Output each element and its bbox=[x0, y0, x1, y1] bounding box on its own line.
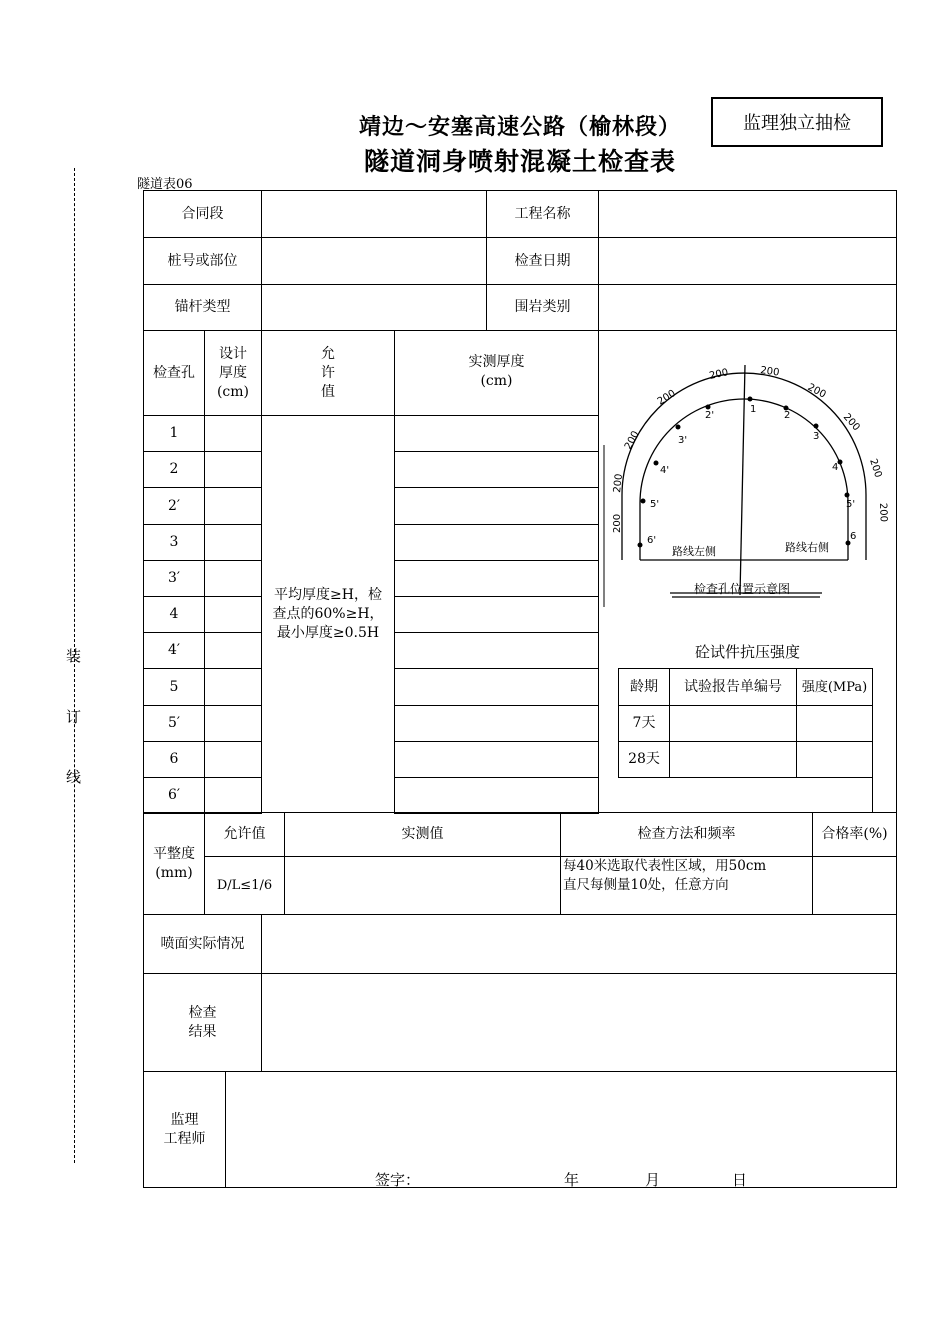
strength-header: 强度(MPa) bbox=[796, 668, 873, 706]
measured-thickness-cell[interactable] bbox=[394, 415, 599, 452]
dim-label: 200 bbox=[708, 367, 730, 382]
hole-point bbox=[706, 405, 711, 410]
binding-char: 订 bbox=[66, 708, 82, 726]
allow-line: 最小厚度≥0.5H bbox=[276, 624, 380, 641]
hole-point bbox=[641, 499, 646, 504]
measured-thickness-cell[interactable] bbox=[394, 451, 599, 488]
binding-char: 线 bbox=[66, 768, 82, 786]
allow-line: 查点的60%≥H， bbox=[272, 605, 384, 622]
point-label: 4' bbox=[660, 465, 670, 476]
bolt-field[interactable] bbox=[261, 284, 487, 331]
form-number: 隧道表06 bbox=[137, 177, 193, 192]
page-title: 隧道洞身喷射混凝土检查表 bbox=[363, 147, 676, 176]
point-label: 5' bbox=[650, 499, 660, 510]
hole-number: 4 bbox=[143, 596, 205, 633]
allow-line: 平均厚度≥H，检 bbox=[274, 586, 382, 603]
bolt-label: 锚杆类型 bbox=[143, 284, 262, 331]
project-label: 工程名称 bbox=[486, 190, 599, 238]
design-thickness-cell[interactable] bbox=[204, 668, 262, 706]
age-cell: 7天 bbox=[618, 705, 670, 742]
point-label: 6' bbox=[647, 535, 657, 546]
design-thickness-cell[interactable] bbox=[204, 415, 262, 452]
design-thickness-header bbox=[204, 330, 262, 416]
surface-field[interactable] bbox=[261, 914, 897, 974]
point-label: 3' bbox=[678, 435, 688, 446]
allow-header-line: 许 bbox=[321, 364, 335, 381]
flatness-measured-header: 实测值 bbox=[284, 812, 561, 857]
design-thickness-cell[interactable] bbox=[204, 741, 262, 778]
flatness-method-header: 检查方法和频率 bbox=[560, 812, 813, 857]
hole-point bbox=[845, 493, 850, 498]
design-header-line: 设计 bbox=[219, 345, 247, 362]
hole-point bbox=[814, 424, 819, 429]
flatness-label-line: 平整度 bbox=[153, 845, 195, 862]
design-thickness-cell[interactable] bbox=[204, 596, 262, 633]
dim-label: 200 bbox=[805, 381, 828, 401]
date-label: 检查日期 bbox=[486, 237, 599, 285]
report-number-cell[interactable] bbox=[669, 705, 797, 742]
measured-thickness-cell[interactable] bbox=[394, 596, 599, 633]
strength-title: 砼试件抗压强度 bbox=[694, 643, 800, 661]
point-label: 5' bbox=[846, 499, 856, 510]
engineer-label-line: 工程师 bbox=[163, 1130, 206, 1147]
point-label: 6 bbox=[850, 531, 857, 542]
dim-label: 200 bbox=[759, 365, 781, 379]
day-label: 日 bbox=[732, 1171, 748, 1189]
hole-number: 2′ bbox=[143, 487, 205, 525]
age-cell: 28天 bbox=[618, 741, 670, 778]
design-thickness-cell[interactable] bbox=[204, 632, 262, 669]
station-label: 桩号或部位 bbox=[143, 237, 262, 285]
rock-label: 围岩类别 bbox=[486, 284, 599, 331]
left-side-label: 路线左侧 bbox=[672, 545, 716, 558]
design-header-line: 厚度 bbox=[219, 364, 247, 381]
hole-number: 3′ bbox=[143, 560, 205, 597]
engineer-label-line: 监理 bbox=[170, 1111, 199, 1128]
flatness-allow-header: 允许值 bbox=[204, 812, 285, 857]
sign-label: 签字： bbox=[375, 1171, 421, 1189]
strength-value-cell[interactable] bbox=[796, 705, 873, 742]
flatness-rate-field[interactable] bbox=[812, 856, 897, 915]
dim-label: 200 bbox=[840, 411, 862, 434]
age-header: 龄期 bbox=[618, 668, 670, 706]
measured-thickness-header bbox=[394, 330, 599, 416]
point-label: 3 bbox=[813, 431, 820, 442]
hole-number: 5 bbox=[143, 668, 205, 706]
measured-thickness-cell[interactable] bbox=[394, 705, 599, 742]
design-thickness-cell[interactable] bbox=[204, 524, 262, 561]
measured-thickness-cell[interactable] bbox=[394, 560, 599, 597]
allow-criteria bbox=[261, 415, 395, 813]
flatness-measured-field[interactable] bbox=[284, 856, 561, 915]
engineer-field[interactable] bbox=[225, 1071, 897, 1188]
dim-label: 200 bbox=[877, 502, 889, 523]
result-label bbox=[143, 973, 262, 1072]
measured-thickness-cell[interactable] bbox=[394, 668, 599, 706]
design-thickness-cell[interactable] bbox=[204, 705, 262, 742]
result-label-line: 检查 bbox=[188, 1004, 217, 1021]
hole-number: 4′ bbox=[143, 632, 205, 669]
diagram-caption: 检查孔位置示意图 bbox=[694, 582, 791, 596]
strength-table-tail bbox=[872, 777, 873, 813]
report-number-cell[interactable] bbox=[669, 741, 797, 778]
flatness-method bbox=[560, 856, 813, 915]
measured-thickness-cell[interactable] bbox=[394, 524, 599, 561]
project-field[interactable] bbox=[598, 190, 897, 238]
hole-header: 检查孔 bbox=[143, 330, 205, 416]
flatness-label bbox=[143, 812, 205, 915]
measured-header-line: 实测厚度 bbox=[468, 354, 525, 370]
design-thickness-cell[interactable] bbox=[204, 451, 262, 488]
flatness-allow-value: D/L≤1/6 bbox=[204, 856, 285, 915]
stamp-box: 监理独立抽检 bbox=[711, 97, 883, 147]
point-label: 2' bbox=[705, 410, 715, 421]
hole-number: 3 bbox=[143, 524, 205, 561]
dim-label: 200 bbox=[622, 429, 642, 452]
point-label: 1 bbox=[750, 404, 757, 415]
hole-number: 5′ bbox=[143, 705, 205, 742]
hole-point bbox=[654, 461, 659, 466]
strength-value-cell[interactable] bbox=[796, 741, 873, 778]
station-field[interactable] bbox=[261, 237, 487, 285]
measured-thickness-cell[interactable] bbox=[394, 777, 599, 814]
design-thickness-cell[interactable] bbox=[204, 777, 262, 814]
hole-location-diagram bbox=[600, 355, 895, 615]
title-line1: 靖边～安塞高速公路（榆林段） bbox=[358, 115, 681, 140]
surface-label: 喷面实际情况 bbox=[143, 914, 262, 974]
year-label: 年 bbox=[564, 1171, 580, 1189]
right-side-label: 路线右侧 bbox=[785, 541, 829, 554]
contract-label: 合同段 bbox=[143, 190, 262, 238]
binding-char: 装 bbox=[66, 647, 82, 665]
measured-thickness-cell[interactable] bbox=[394, 632, 599, 669]
result-field[interactable] bbox=[261, 973, 897, 1072]
hole-number: 6 bbox=[143, 741, 205, 778]
hole-number: 6′ bbox=[143, 777, 205, 814]
result-label-line: 结果 bbox=[188, 1023, 217, 1040]
hole-point bbox=[676, 425, 681, 430]
design-thickness-cell[interactable] bbox=[204, 487, 262, 525]
dim-label: 200 bbox=[867, 457, 884, 480]
contract-field[interactable] bbox=[261, 190, 487, 238]
point-label: 2 bbox=[784, 410, 791, 421]
hole-number: 2 bbox=[143, 451, 205, 488]
dim-label: 200 bbox=[612, 513, 623, 533]
report-header: 试验报告单编号 bbox=[669, 668, 797, 706]
allow-header-line: 值 bbox=[321, 383, 335, 400]
date-field[interactable] bbox=[598, 237, 897, 285]
flatness-label-line: (mm) bbox=[155, 864, 193, 881]
method-line: 每40米选取代表性区域，用50cm bbox=[563, 858, 767, 874]
dim-label: 200 bbox=[612, 473, 625, 494]
measured-thickness-cell[interactable] bbox=[394, 487, 599, 525]
point-label: 4 bbox=[832, 462, 839, 473]
month-label: 月 bbox=[645, 1171, 661, 1189]
rock-field[interactable] bbox=[598, 284, 897, 331]
hole-point bbox=[748, 397, 753, 402]
allow-header bbox=[261, 330, 395, 416]
hole-number: 1 bbox=[143, 415, 205, 452]
hole-point bbox=[638, 543, 643, 548]
allow-header-line: 允 bbox=[321, 345, 335, 362]
method-line: 直尺每侧量10处，任意方向 bbox=[563, 877, 729, 893]
design-header-line: (cm) bbox=[216, 383, 250, 400]
engineer-label bbox=[143, 1071, 226, 1188]
dim-label: 200 bbox=[655, 388, 678, 408]
measured-header-line: (cm) bbox=[480, 373, 513, 389]
measured-thickness-cell[interactable] bbox=[394, 741, 599, 778]
flatness-rate-header: 合格率(%) bbox=[812, 812, 897, 857]
design-thickness-cell[interactable] bbox=[204, 560, 262, 597]
